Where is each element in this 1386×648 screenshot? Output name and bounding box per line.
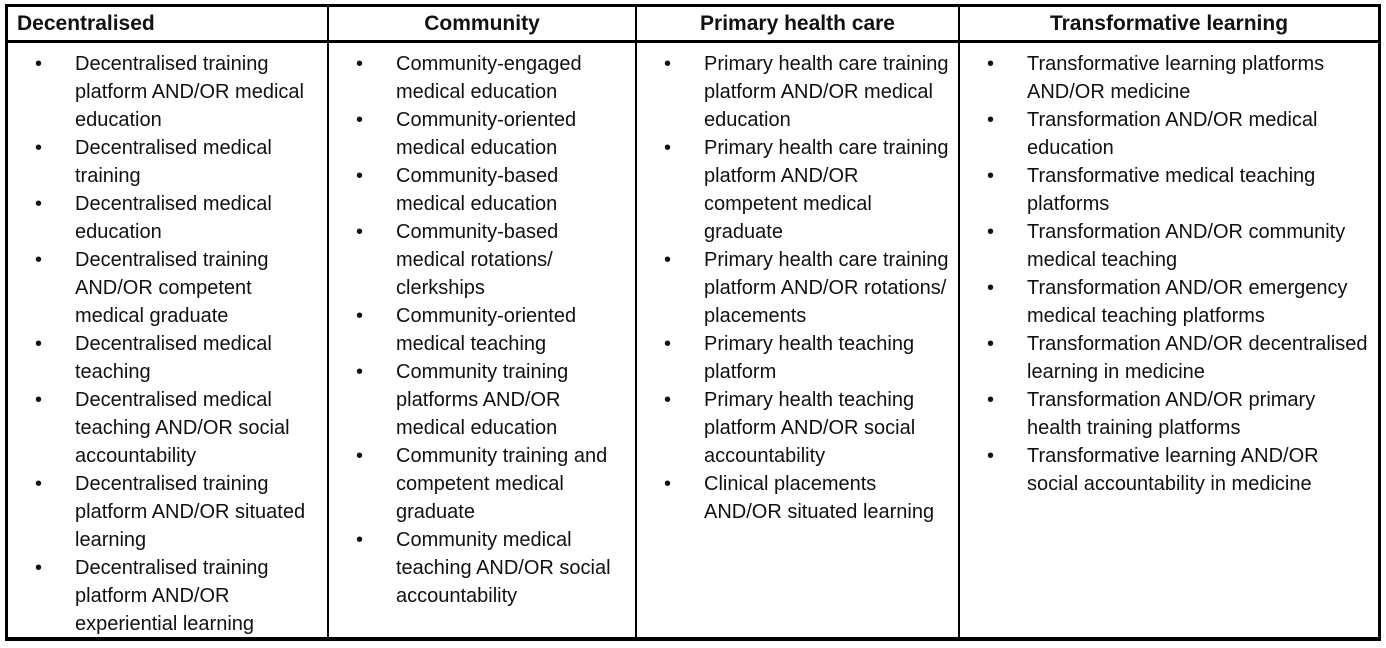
bullet-icon: • [35, 249, 43, 271]
bullet-icon: • [987, 445, 995, 467]
keyword-text: Decentralised training platform AND/OR experiential learning [75, 557, 269, 635]
list-item [960, 50, 1376, 106]
list-item [960, 274, 1376, 330]
column-header-community: Community [329, 7, 635, 43]
keyword-text: Community medical teaching AND/OR social accountability [396, 529, 611, 607]
keyword-text: Decentralised training AND/OR competent medical graduate [75, 249, 269, 327]
column-primary-health-care [637, 7, 960, 637]
bullet-icon: • [987, 165, 995, 187]
list-item [8, 134, 325, 190]
keyword-text: Community-oriented medical teaching [396, 305, 577, 355]
keyword-text: Community-based medical rotations/ clerkships [396, 221, 559, 299]
search-keywords-table [5, 4, 1381, 641]
keyword-text: Transformation AND/OR primary health training platforms [1027, 389, 1316, 439]
bullet-icon: • [664, 389, 672, 411]
bullet-icon: • [35, 389, 43, 411]
bullet-icon: • [356, 445, 364, 467]
list-item [960, 218, 1376, 274]
bullet-icon: • [356, 221, 364, 243]
bullet-icon: • [987, 221, 995, 243]
keyword-text: Primary health care training platform AND/OR medical education [704, 53, 949, 131]
list-item [637, 246, 956, 330]
column-transformative-learning [960, 7, 1378, 637]
list-item [637, 134, 956, 246]
bullet-icon: • [35, 333, 43, 355]
list-item [329, 218, 633, 302]
keyword-text: Community-oriented medical education [396, 109, 577, 159]
bullet-icon: • [35, 557, 43, 579]
list-item [329, 526, 633, 610]
bullet-icon: • [987, 333, 995, 355]
bullet-icon: • [664, 473, 672, 495]
bullet-icon: • [35, 137, 43, 159]
list-item [329, 442, 633, 526]
keyword-text: Community-engaged medical education [396, 53, 582, 103]
list-item [329, 302, 633, 358]
list-item [960, 386, 1376, 442]
bullet-icon: • [356, 53, 364, 75]
list-item [8, 386, 325, 470]
list-item [637, 470, 956, 526]
keyword-text: Transformation AND/OR emergency medical teaching platforms [1027, 277, 1348, 327]
keyword-text: Decentralised medical teaching [75, 333, 272, 383]
bullet-icon: • [356, 305, 364, 327]
keyword-text: Community training and competent medical graduate [396, 445, 608, 523]
bullet-icon: • [987, 277, 995, 299]
keyword-text: Decentralised training platform AND/OR medical education [75, 53, 304, 131]
column-header-primary-health-care: Primary health care [637, 7, 958, 43]
keyword-text: Transformative learning platforms AND/OR medicine [1027, 53, 1325, 103]
list-item [637, 386, 956, 470]
list-item [8, 50, 325, 134]
keyword-text: Decentralised training platform AND/OR situated learning [75, 473, 306, 551]
list-item [329, 162, 633, 218]
list-item [329, 358, 633, 442]
bullet-icon: • [35, 53, 43, 75]
keyword-text: Primary health care training platform AND/OR rotations/ placements [704, 249, 949, 327]
keyword-text: Clinical placements AND/OR situated learning [704, 473, 935, 523]
bullet-icon: • [356, 529, 364, 551]
column-header-decentralised: Decentralised [8, 7, 327, 43]
column-community [329, 7, 637, 637]
bullet-icon: • [356, 361, 364, 383]
keyword-text: Transformative learning AND/OR social accountability in medicine [1027, 445, 1319, 495]
keyword-text: Primary health care training platform AND/OR competent medical graduate [704, 137, 949, 243]
keyword-text: Community-based medical education [396, 165, 559, 215]
bullet-icon: • [664, 53, 672, 75]
list-item [8, 470, 325, 554]
list-item [8, 330, 325, 386]
bullet-icon: • [35, 473, 43, 495]
bullet-icon: • [987, 53, 995, 75]
bullet-icon: • [356, 165, 364, 187]
keyword-text: Transformation AND/OR medical education [1027, 109, 1318, 159]
bullet-icon: • [356, 109, 364, 131]
keyword-text: Decentralised medical training [75, 137, 272, 187]
keyword-text: Decentralised medical education [75, 193, 272, 243]
list-item [8, 190, 325, 246]
column-decentralised [8, 7, 329, 637]
keyword-list-decentralised [8, 43, 327, 637]
list-item [8, 554, 325, 637]
keyword-list-transformative-learning [960, 43, 1378, 500]
list-item [637, 330, 956, 386]
keyword-text: Primary health teaching platform AND/OR social accountability [704, 389, 916, 467]
keyword-text: Transformation AND/OR decentralised learning in medicine [1027, 333, 1368, 383]
bullet-icon: • [664, 333, 672, 355]
list-item [960, 442, 1376, 498]
bullet-icon: • [35, 193, 43, 215]
list-item [960, 106, 1376, 162]
keyword-list-primary-health-care [637, 43, 958, 528]
list-item [329, 50, 633, 106]
keyword-text: Primary health teaching platform [704, 333, 915, 383]
bullet-icon: • [664, 249, 672, 271]
keyword-text: Community training platforms AND/OR medical education [396, 361, 569, 439]
bullet-icon: • [987, 389, 995, 411]
list-item [960, 162, 1376, 218]
keyword-text: Transformative medical teaching platforms [1027, 165, 1316, 215]
column-header-transformative-learning: Transformative learning [960, 7, 1378, 43]
list-item [329, 106, 633, 162]
list-item [960, 330, 1376, 386]
bullet-icon: • [664, 137, 672, 159]
list-item [8, 246, 325, 330]
list-item [637, 50, 956, 134]
keyword-text: Transformation AND/OR community medical teaching [1027, 221, 1346, 271]
bullet-icon: • [987, 109, 995, 131]
keyword-text: Decentralised medical teaching AND/OR social accountability [75, 389, 290, 467]
keyword-list-community [329, 43, 635, 612]
